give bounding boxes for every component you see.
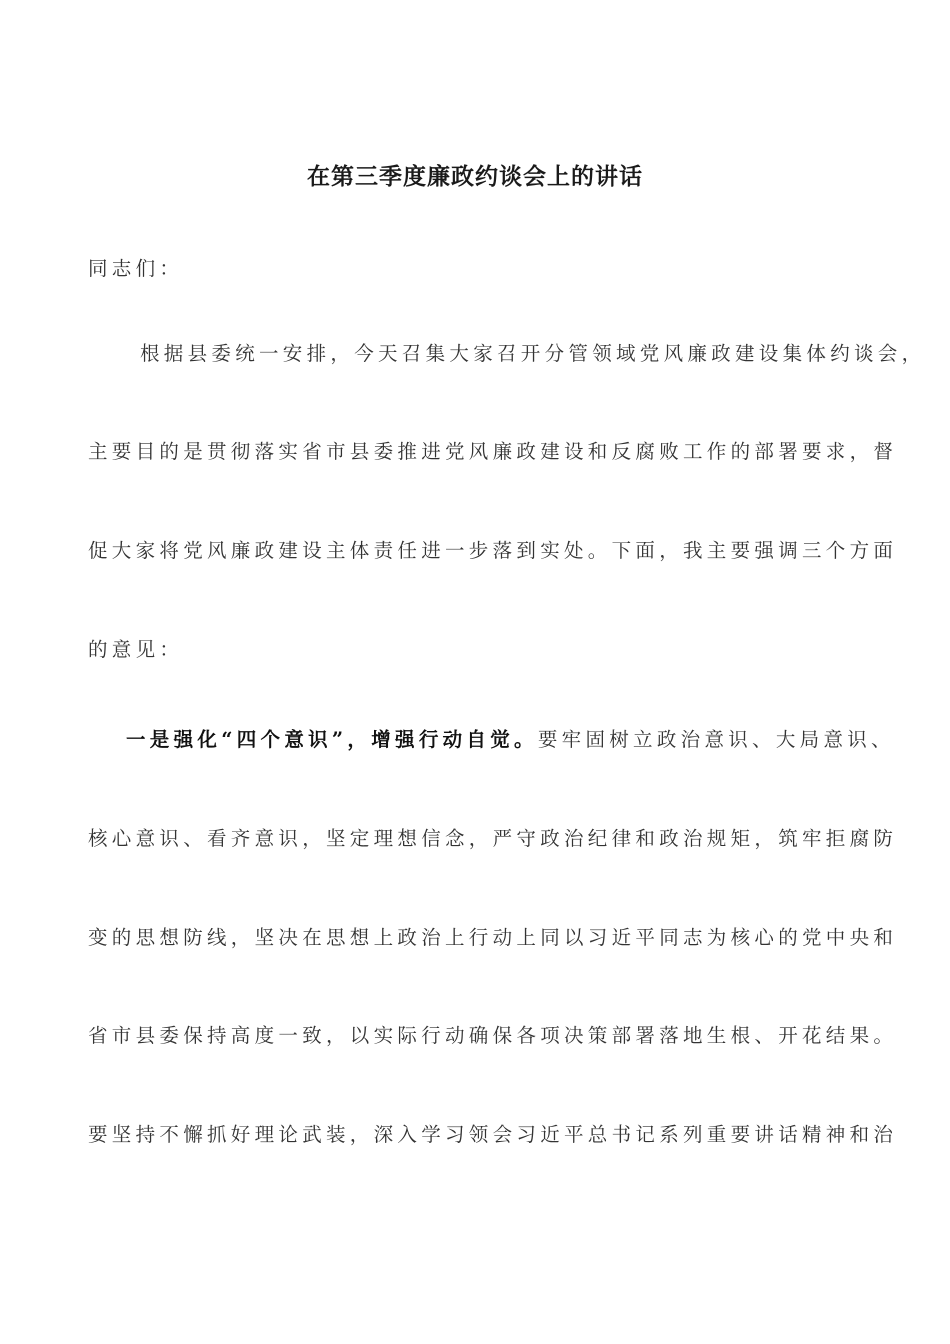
document-title: 在第三季度廉政约谈会上的讲话 — [307, 163, 643, 190]
paragraph-2-line-3: 变的思想防线，坚决在思想上政治上行动上同以习近平同志为核心的党中央和 — [88, 926, 898, 949]
paragraph-2-line-1 — [126, 725, 895, 755]
paragraph-2-line-1-rest: 要牢固树立政治意识、大局意识、 — [537, 728, 895, 751]
salutation: 同志们： — [88, 257, 184, 280]
paragraph-1-line-4: 的意见： — [88, 638, 184, 661]
paragraph-1-line-3: 促大家将党风廉政建设主体责任进一步落到实处。下面，我主要强调三个方面 — [88, 539, 898, 562]
paragraph-2-line-4: 省市县委保持高度一致，以实际行动确保各项决策部署落地生根、开花结果。 — [88, 1024, 898, 1047]
paragraph-2-heading: 一是强化“四个意识”，增强行动自觉。 — [126, 728, 538, 751]
paragraph-2-line-5: 要坚持不懈抓好理论武装，深入学习领会习近平总书记系列重要讲话精神和治 — [88, 1123, 898, 1146]
paragraph-1-line-1: 根据县委统一安排，今天召集大家召开分管领域党风廉政建设集体约谈会， — [140, 342, 926, 365]
paragraph-2-line-2: 核心意识、看齐意识，坚定理想信念，严守政治纪律和政治规矩，筑牢拒腐防 — [88, 827, 898, 850]
paragraph-1-line-2: 主要目的是贯彻落实省市县委推进党风廉政建设和反腐败工作的部署要求，督 — [88, 440, 898, 463]
